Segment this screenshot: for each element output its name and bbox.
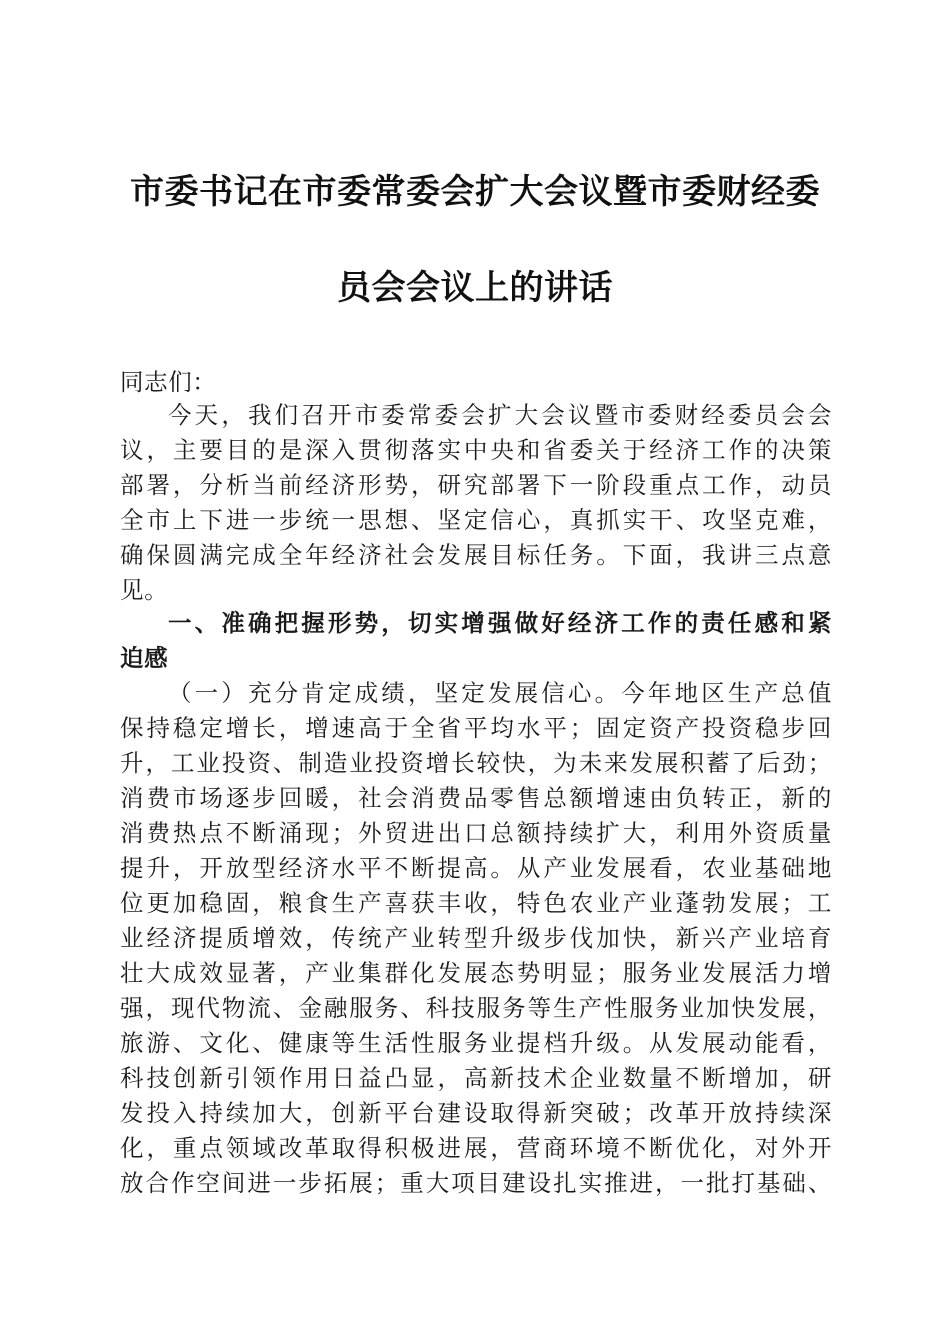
intro-line: 见。 (120, 576, 169, 604)
section-body-line: 发投入持续加大，创新平台建设取得新突破；改革开放持续深 (120, 1099, 832, 1127)
intro-line: 全市上下进一步统一思想、坚定信心，真抓实干、攻坚克难， (120, 506, 832, 534)
salutation: 同志们： (120, 368, 217, 396)
section-body-line: 消费市场逐步回暖，社会消费品零售总额增速由负转正，新的 (120, 784, 832, 812)
section-body-line: （一）充分肯定成绩，坚定发展信心。今年地区生产总值 (168, 679, 832, 707)
document-title-line2: 员会会议上的讲话 (337, 268, 613, 308)
section-body-line: 提升，开放型经济水平不断提高。从产业发展看，农业基础地 (120, 854, 832, 882)
section-heading-line: 迫感 (120, 644, 169, 672)
section-body-line: 消费热点不断涌现；外贸进出口总额持续扩大，利用外资质量 (120, 819, 832, 847)
intro-line: 议，主要目的是深入贯彻落实中央和省委关于经济工作的决策 (120, 436, 832, 464)
section-body-line: 旅游、文化、健康等生活性服务业提档升级。从发展动能看， (120, 1029, 832, 1057)
section-body-line: 壮大成效显著，产业集群化发展态势明显；服务业发展活力增 (120, 959, 832, 987)
section-body-line: 强，现代物流、金融服务、科技服务等生产性服务业加快发展， (120, 994, 832, 1022)
section-heading-line: 一、准确把握形势，切实增强做好经济工作的责任感和紧 (168, 609, 832, 637)
section-body-line: 位更加稳固，粮食生产喜获丰收，特色农业产业蓬勃发展；工 (120, 889, 832, 917)
section-body-line: 放合作空间进一步拓展；重大项目建设扎实推进，一批打基础、 (120, 1169, 832, 1197)
section-body-line: 科技创新引领作用日益凸显，高新技术企业数量不断增加，研 (120, 1064, 832, 1092)
section-body-line: 业经济提质增效，传统产业转型升级步伐加快，新兴产业培育 (120, 924, 832, 952)
intro-line: 确保圆满完成全年经济社会发展目标任务。下面，我讲三点意 (120, 541, 832, 569)
intro-line: 部署，分析当前经济形势，研究部署下一阶段重点工作，动员 (120, 471, 832, 499)
section-body-line: 保持稳定增长，增速高于全省平均水平；固定资产投资稳步回 (120, 714, 832, 742)
section-body-line: 升，工业投资、制造业投资增长较快，为未来发展积蓄了后劲； (120, 749, 832, 777)
section-body-line: 化，重点领域改革取得积极进展，营商环境不断优化，对外开 (120, 1134, 832, 1162)
document-title-line1: 市委书记在市委常委会扩大会议暨市委财经委 (130, 172, 820, 212)
intro-line: 今天，我们召开市委常委会扩大会议暨市委财经委员会会 (168, 401, 832, 429)
